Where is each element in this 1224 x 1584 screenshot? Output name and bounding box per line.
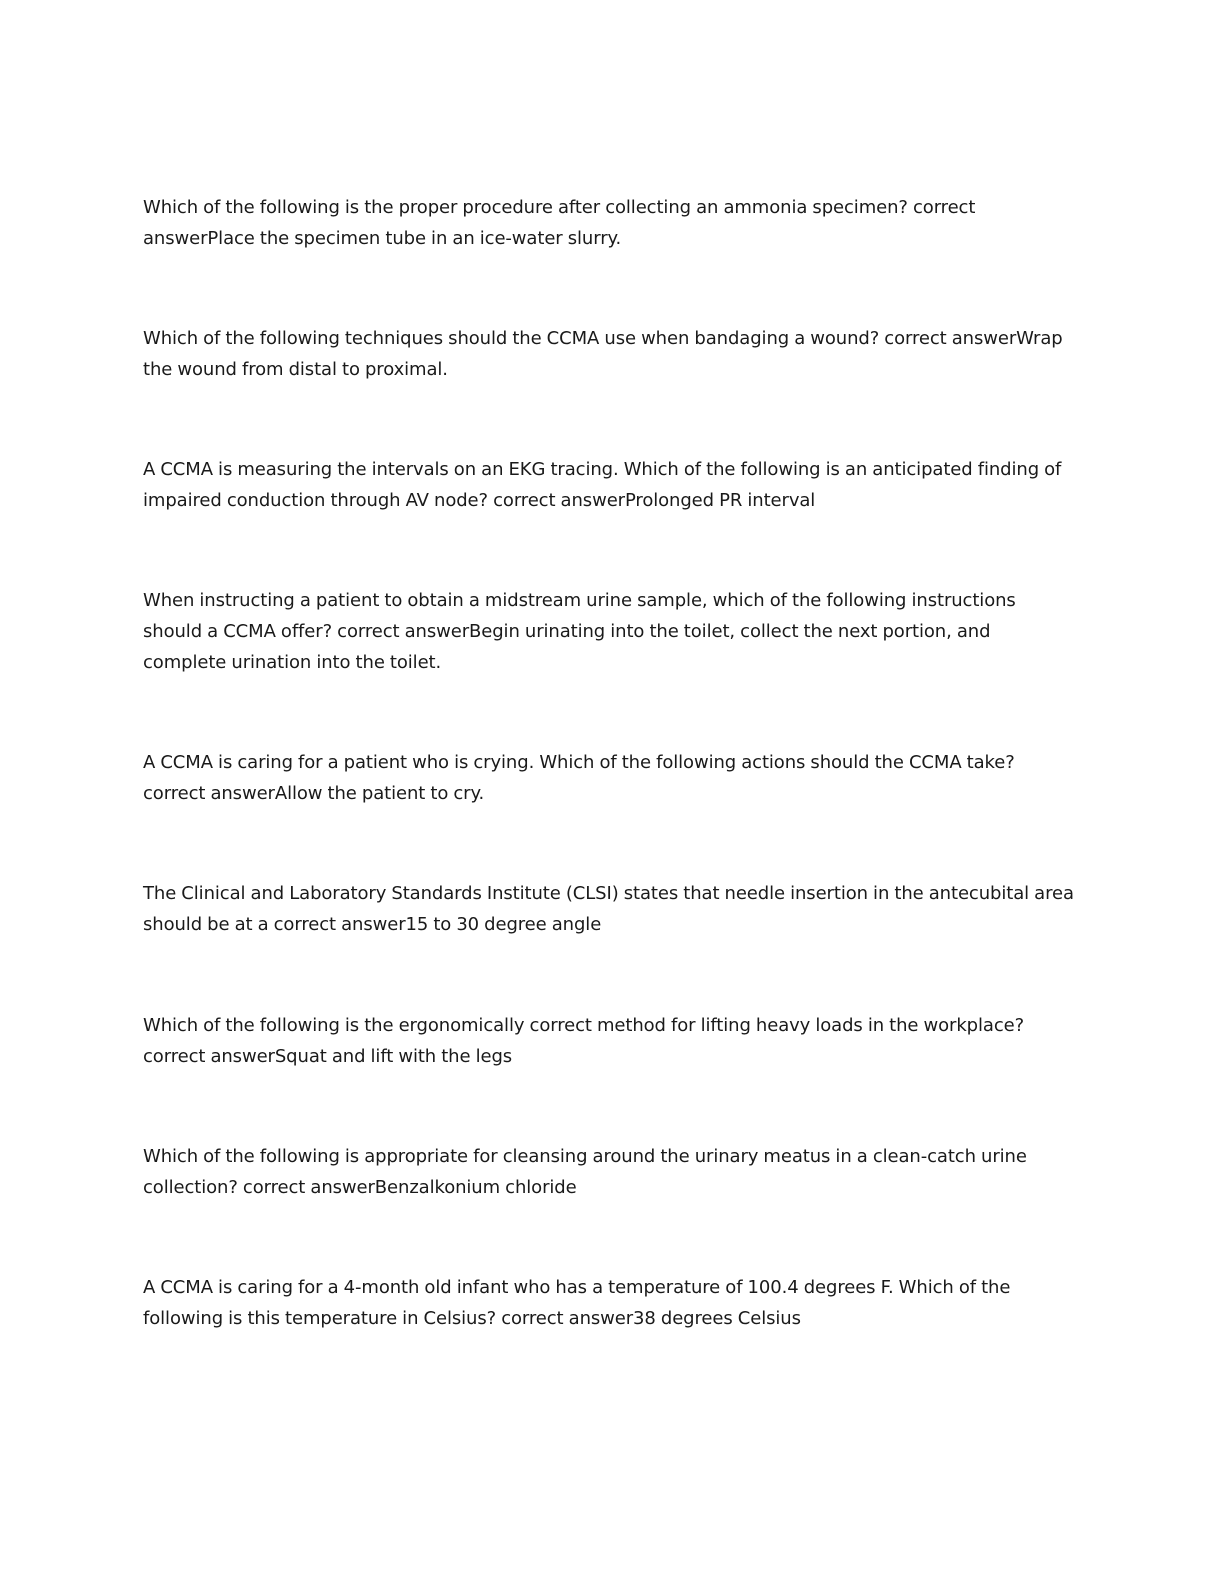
qa-line: answerPlace the specimen tube in an ice-water slurry. — [143, 228, 622, 249]
qa-line: following is this temperature in Celsius? correct answer38 degrees Celsius — [143, 1308, 801, 1329]
qa-entry-4 — [143, 585, 1083, 678]
qa-line: Which of the following is the proper procedure after collecting an ammonia specimen? correct — [143, 197, 976, 218]
qa-line: impaired conduction through AV node? correct answerProlonged PR interval — [143, 490, 816, 511]
qa-entry-2 — [143, 323, 1083, 385]
qa-entry-3 — [143, 454, 1083, 516]
qa-line: correct answerAllow the patient to cry. — [143, 783, 485, 804]
qa-line: the wound from distal to proximal. — [143, 359, 448, 380]
qa-line: When instructing a patient to obtain a midstream urine sample, which of the following instructions — [143, 590, 1016, 611]
qa-line: A CCMA is caring for a 4-month old infant who has a temperature of 100.4 degrees F. Which of the — [143, 1277, 1011, 1298]
qa-entry-6 — [143, 878, 1083, 940]
qa-line: A CCMA is measuring the intervals on an EKG tracing. Which of the following is an anticipated finding of — [143, 459, 1062, 480]
qa-line: correct answerSquat and lift with the legs — [143, 1046, 513, 1067]
qa-entry-8 — [143, 1141, 1083, 1203]
qa-entry-7 — [143, 1010, 1083, 1072]
qa-line: collection? correct answerBenzalkonium chloride — [143, 1177, 577, 1198]
qa-line: should be at a correct answer15 to 30 degree angle — [143, 914, 602, 935]
qa-line: Which of the following techniques should the CCMA use when bandaging a wound? correct answerWrap — [143, 328, 1063, 349]
qa-line: Which of the following is appropriate for cleansing around the urinary meatus in a clean-catch urine — [143, 1146, 1027, 1167]
qa-line: should a CCMA offer? correct answerBegin urinating into the toilet, collect the next portion, and — [143, 621, 991, 642]
qa-line: The Clinical and Laboratory Standards Institute (CLSI) states that needle insertion in the antecubital area — [143, 883, 1074, 904]
qa-entry-1 — [143, 192, 1083, 254]
qa-line: Which of the following is the ergonomically correct method for lifting heavy loads in the workplace? — [143, 1015, 1025, 1036]
qa-line: A CCMA is caring for a patient who is crying. Which of the following actions should the CCMA take? — [143, 752, 1015, 773]
qa-entry-9 — [143, 1272, 1083, 1334]
qa-line: complete urination into the toilet. — [143, 652, 442, 673]
qa-entry-5 — [143, 747, 1083, 809]
